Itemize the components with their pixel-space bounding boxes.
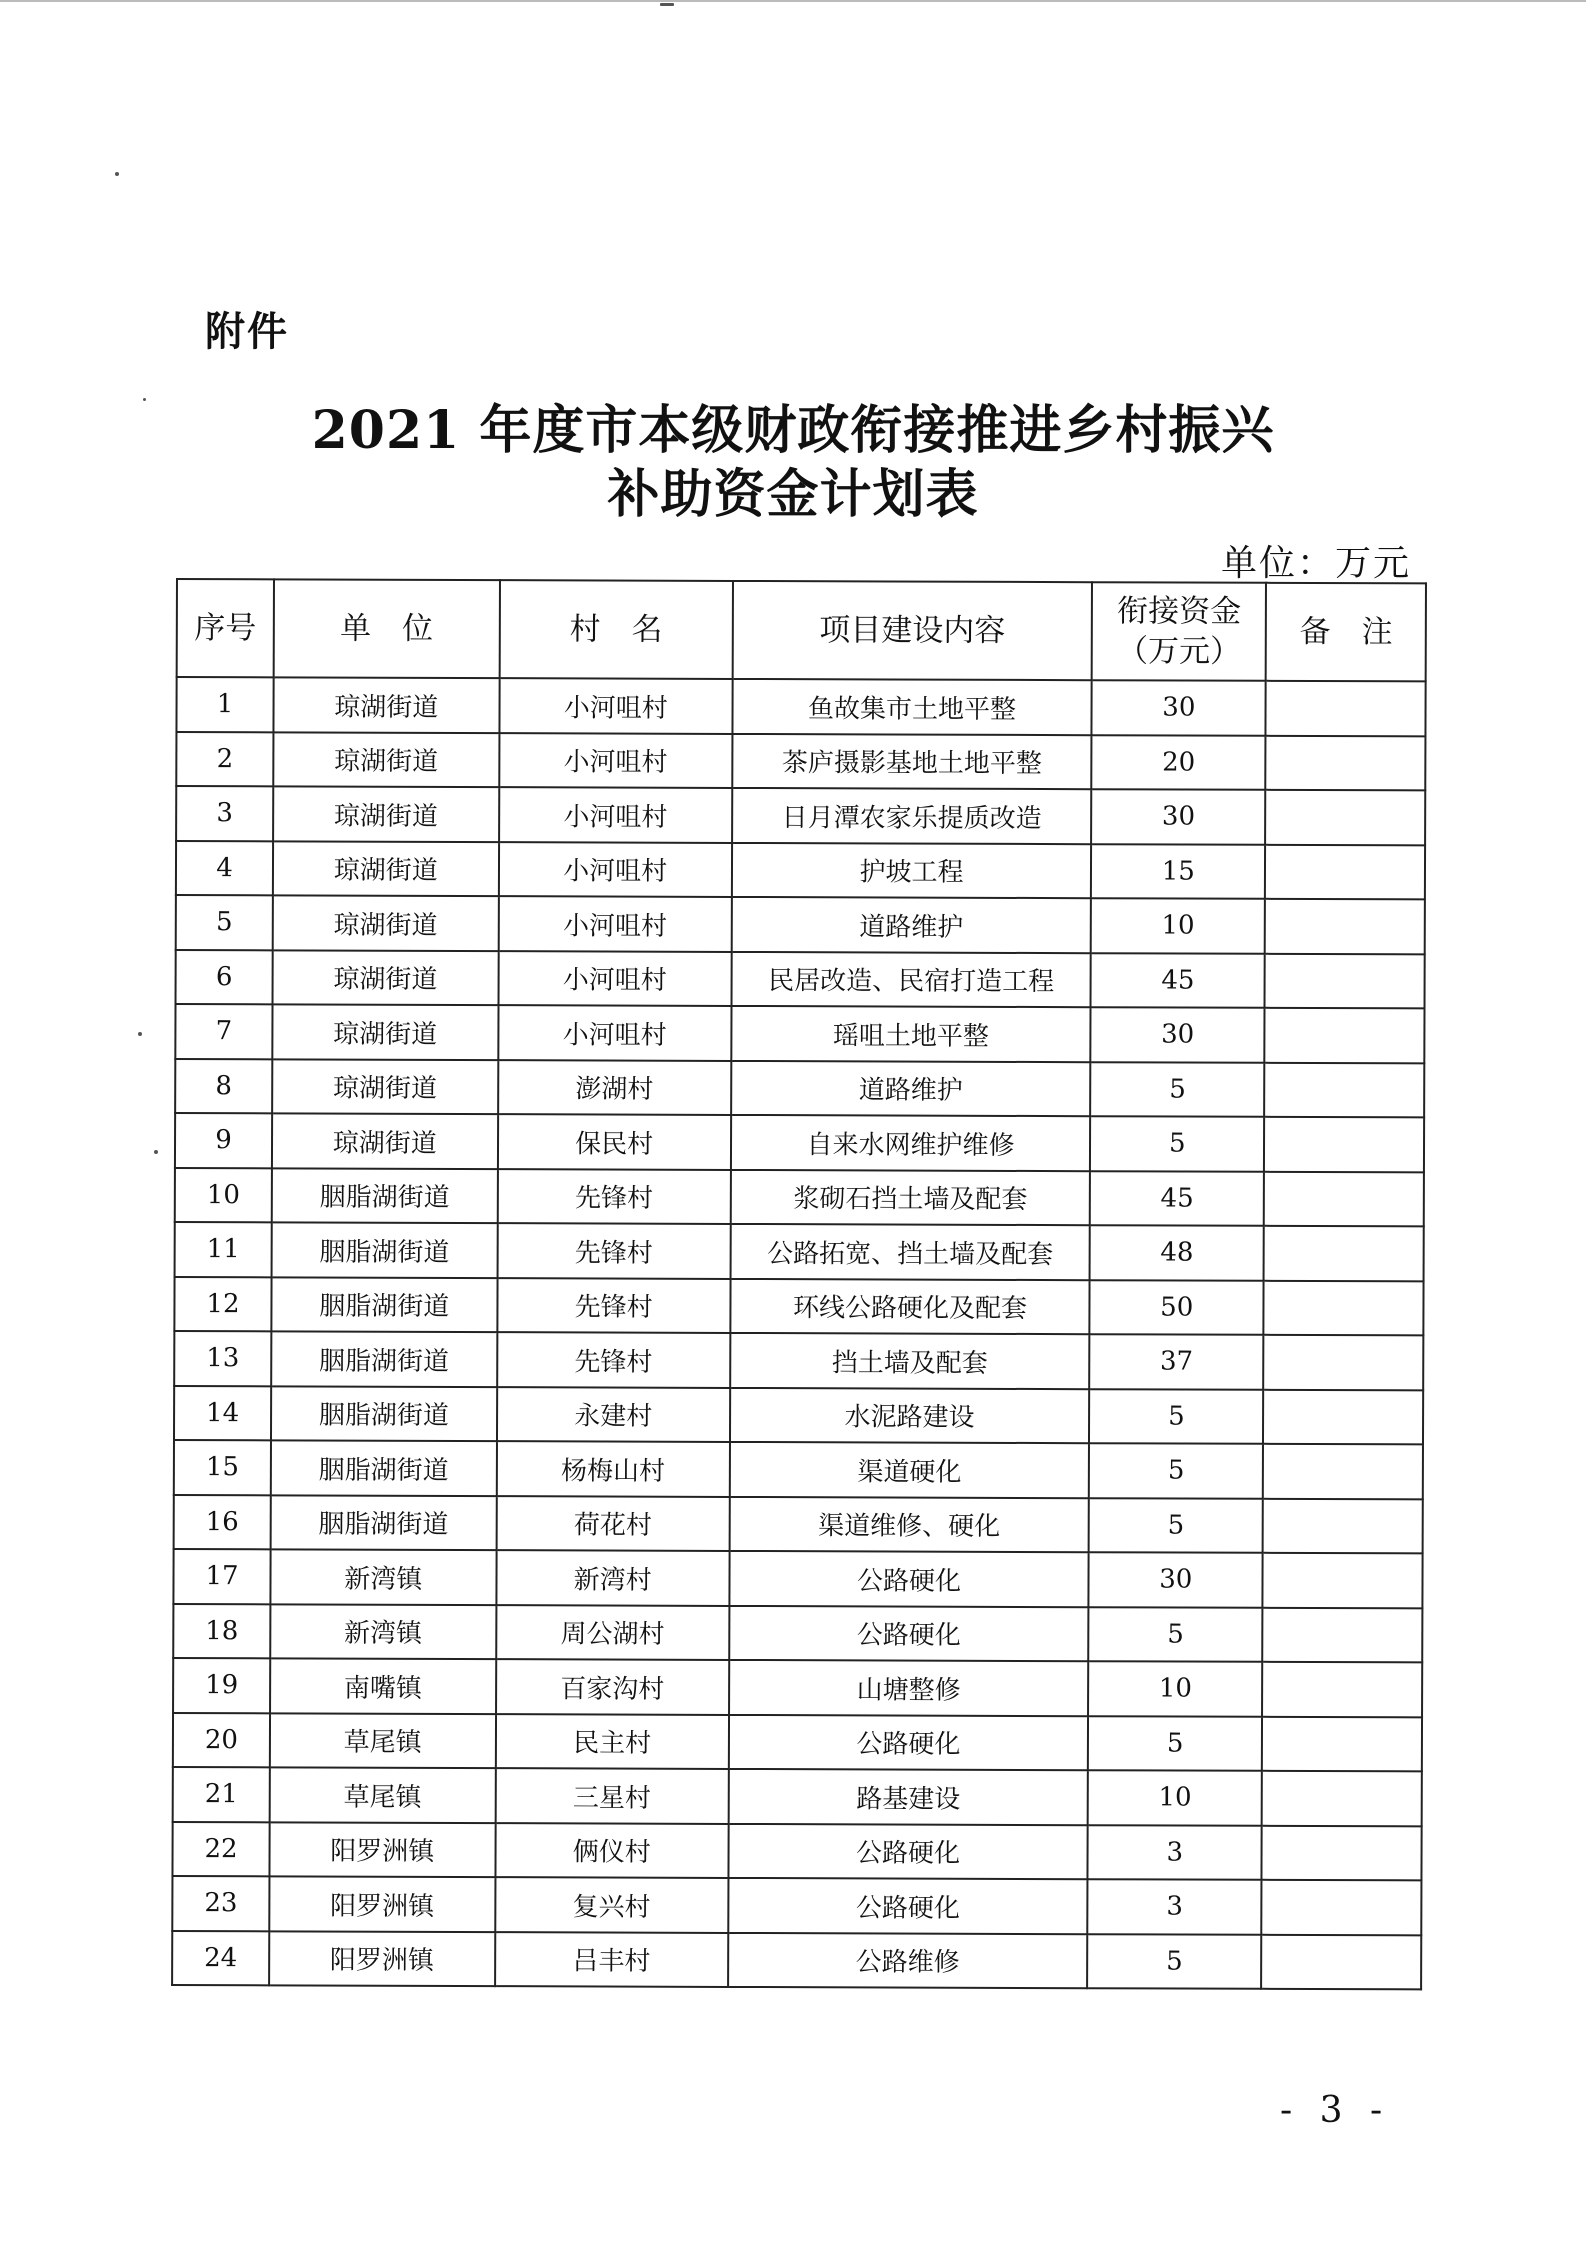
cell-note bbox=[1265, 1008, 1425, 1063]
cell-amount: 5 bbox=[1090, 1062, 1264, 1117]
header-village: 村 名 bbox=[499, 580, 733, 679]
table-body bbox=[172, 677, 1426, 1989]
cell-amount: 45 bbox=[1091, 953, 1265, 1008]
cell-index: 19 bbox=[173, 1658, 270, 1713]
cell-unit: 琼湖街道 bbox=[272, 1059, 498, 1114]
table-row bbox=[174, 1440, 1423, 1499]
page-number: - 3 - bbox=[1280, 2090, 1391, 2131]
cell-amount: 30 bbox=[1091, 789, 1265, 844]
cell-note bbox=[1264, 1280, 1424, 1335]
cell-index: 22 bbox=[172, 1821, 269, 1876]
cell-project: 山塘整修 bbox=[729, 1660, 1088, 1716]
cell-village: 小河咀村 bbox=[498, 896, 732, 951]
cell-village: 澎湖村 bbox=[498, 1060, 732, 1115]
cell-unit: 胭脂湖街道 bbox=[271, 1440, 497, 1495]
header-unit: 单 位 bbox=[274, 579, 500, 678]
cell-amount: 5 bbox=[1089, 1389, 1263, 1444]
cell-unit: 胭脂湖街道 bbox=[271, 1386, 497, 1441]
cell-unit: 胭脂湖街道 bbox=[272, 1222, 498, 1277]
cell-project: 环线公路硬化及配套 bbox=[730, 1278, 1089, 1334]
cell-project: 茶庐摄影基地土地平整 bbox=[732, 733, 1091, 789]
cell-unit: 胭脂湖街道 bbox=[272, 1168, 498, 1223]
cell-amount: 3 bbox=[1087, 1879, 1261, 1934]
cell-unit: 草尾镇 bbox=[270, 1767, 496, 1822]
cell-village: 先锋村 bbox=[497, 1278, 731, 1333]
table-row bbox=[176, 732, 1425, 791]
cell-project: 公路硬化 bbox=[728, 1878, 1087, 1934]
cell-project: 民居改造、民宿打造工程 bbox=[731, 951, 1090, 1007]
cell-unit: 琼湖街道 bbox=[273, 841, 499, 896]
cell-village: 吕丰村 bbox=[495, 1932, 729, 1987]
scan-speck bbox=[115, 172, 119, 176]
cell-index: 1 bbox=[176, 677, 273, 732]
cell-index: 6 bbox=[176, 950, 273, 1005]
cell-project: 公路硬化 bbox=[729, 1551, 1088, 1607]
cell-index: 7 bbox=[175, 1004, 272, 1059]
cell-project: 公路维修 bbox=[728, 1932, 1087, 1988]
cell-note bbox=[1264, 1335, 1424, 1390]
cell-index: 12 bbox=[174, 1276, 271, 1331]
cell-note bbox=[1266, 790, 1426, 845]
cell-note bbox=[1262, 1662, 1422, 1717]
header-note: 备 注 bbox=[1266, 583, 1426, 682]
cell-index: 5 bbox=[176, 895, 273, 950]
cell-amount: 30 bbox=[1092, 680, 1266, 735]
table-row bbox=[172, 1876, 1421, 1935]
cell-amount: 30 bbox=[1089, 1552, 1263, 1607]
cell-note bbox=[1262, 1934, 1422, 1989]
cell-project: 路基建设 bbox=[729, 1769, 1088, 1825]
table-row bbox=[172, 1821, 1421, 1880]
cell-index: 17 bbox=[173, 1549, 270, 1604]
cell-village: 民主村 bbox=[495, 1714, 729, 1769]
cell-project: 瑶咀土地平整 bbox=[731, 1006, 1090, 1062]
cell-village: 小河咀村 bbox=[499, 733, 733, 788]
cell-project: 渠道硬化 bbox=[730, 1442, 1089, 1498]
table-row bbox=[173, 1767, 1422, 1826]
cell-note bbox=[1262, 1771, 1422, 1826]
header-amount-line2: （万元） bbox=[1116, 633, 1242, 670]
cell-village: 先锋村 bbox=[497, 1223, 731, 1278]
table-row bbox=[174, 1494, 1423, 1553]
cell-village: 小河咀村 bbox=[498, 951, 732, 1006]
table-row bbox=[176, 677, 1425, 736]
table-header-row bbox=[177, 579, 1426, 681]
cell-project: 公路硬化 bbox=[729, 1714, 1088, 1770]
cell-village: 先锋村 bbox=[497, 1169, 731, 1224]
cell-village: 三星村 bbox=[495, 1768, 729, 1823]
cell-index: 2 bbox=[176, 732, 273, 787]
cell-project: 水泥路建设 bbox=[730, 1387, 1089, 1443]
cell-unit: 胭脂湖街道 bbox=[271, 1495, 497, 1550]
cell-index: 18 bbox=[173, 1603, 270, 1658]
cell-project: 公路拓宽、挡土墙及配套 bbox=[730, 1224, 1089, 1280]
cell-note bbox=[1265, 953, 1425, 1008]
cell-note bbox=[1263, 1444, 1423, 1499]
table-row bbox=[174, 1276, 1423, 1335]
cell-index: 16 bbox=[174, 1494, 271, 1549]
table-row bbox=[175, 1222, 1424, 1281]
scan-speck bbox=[660, 3, 674, 6]
cell-unit: 阳罗洲镇 bbox=[269, 1931, 495, 1986]
cell-unit: 南嘴镇 bbox=[270, 1658, 496, 1713]
cell-unit: 胭脂湖街道 bbox=[271, 1277, 497, 1332]
cell-index: 23 bbox=[172, 1876, 269, 1931]
cell-unit: 琼湖街道 bbox=[273, 732, 499, 787]
cell-unit: 草尾镇 bbox=[270, 1713, 496, 1768]
cell-unit: 琼湖街道 bbox=[273, 950, 499, 1005]
cell-village: 复兴村 bbox=[495, 1877, 729, 1932]
cell-index: 21 bbox=[173, 1767, 270, 1822]
cell-village: 周公湖村 bbox=[496, 1605, 730, 1660]
cell-village: 小河咀村 bbox=[498, 1005, 732, 1060]
cell-amount: 15 bbox=[1091, 844, 1265, 899]
cell-unit: 新湾镇 bbox=[270, 1604, 496, 1659]
cell-amount: 48 bbox=[1090, 1225, 1264, 1280]
cell-note bbox=[1263, 1607, 1423, 1662]
cell-index: 15 bbox=[174, 1440, 271, 1495]
cell-village: 小河咀村 bbox=[499, 678, 733, 733]
scan-top-edge bbox=[0, 0, 1586, 2]
document-title-line2: 补助资金计划表 bbox=[607, 464, 979, 525]
cell-note bbox=[1266, 681, 1426, 736]
cell-amount: 10 bbox=[1088, 1770, 1262, 1825]
cell-unit: 新湾镇 bbox=[270, 1549, 496, 1604]
document-title-line1: 2021 年度市本级财政衔接推进乡村振兴 bbox=[311, 400, 1275, 461]
unit-label: 单位：万元 bbox=[1220, 543, 1411, 584]
table-row bbox=[176, 895, 1425, 954]
cell-project: 道路维护 bbox=[731, 1060, 1090, 1116]
cell-project: 浆砌石挡土墙及配套 bbox=[731, 1169, 1090, 1225]
cell-amount: 5 bbox=[1088, 1607, 1262, 1662]
cell-amount: 20 bbox=[1091, 735, 1265, 790]
cell-note bbox=[1264, 1226, 1424, 1281]
cell-amount: 10 bbox=[1088, 1661, 1262, 1716]
table-row bbox=[173, 1712, 1422, 1771]
funding-plan-table bbox=[171, 578, 1427, 1990]
cell-village: 先锋村 bbox=[497, 1332, 731, 1387]
cell-unit: 琼湖街道 bbox=[273, 786, 499, 841]
cell-index: 14 bbox=[174, 1385, 271, 1440]
cell-amount: 37 bbox=[1089, 1334, 1263, 1389]
table-row bbox=[173, 1603, 1422, 1662]
cell-project: 渠道维修、硬化 bbox=[729, 1496, 1088, 1552]
cell-index: 3 bbox=[176, 786, 273, 841]
cell-index: 13 bbox=[174, 1331, 271, 1386]
cell-village: 小河咀村 bbox=[499, 787, 733, 842]
cell-project: 公路硬化 bbox=[728, 1823, 1087, 1879]
table-row bbox=[176, 950, 1425, 1009]
cell-unit: 琼湖街道 bbox=[272, 1113, 498, 1168]
cell-project: 道路维护 bbox=[732, 897, 1091, 953]
cell-note bbox=[1262, 1716, 1422, 1771]
cell-village: 俩仪村 bbox=[495, 1823, 729, 1878]
cell-amount: 10 bbox=[1091, 898, 1265, 953]
cell-village: 百家沟村 bbox=[496, 1659, 730, 1714]
cell-amount: 3 bbox=[1088, 1825, 1262, 1880]
cell-project: 日月潭农家乐提质改造 bbox=[732, 788, 1091, 844]
cell-amount: 50 bbox=[1090, 1280, 1264, 1335]
cell-village: 小河咀村 bbox=[498, 842, 732, 897]
header-project: 项目建设内容 bbox=[733, 581, 1093, 680]
cell-unit: 琼湖街道 bbox=[273, 677, 499, 732]
cell-amount: 45 bbox=[1090, 1171, 1264, 1226]
cell-index: 11 bbox=[175, 1222, 272, 1277]
cell-note bbox=[1265, 1062, 1425, 1117]
table-row bbox=[174, 1331, 1423, 1390]
cell-amount: 5 bbox=[1089, 1498, 1263, 1553]
scan-speck bbox=[138, 1032, 142, 1036]
cell-note bbox=[1266, 735, 1426, 790]
cell-project: 公路硬化 bbox=[729, 1605, 1088, 1661]
scan-speck bbox=[154, 1150, 158, 1154]
cell-village: 新湾村 bbox=[496, 1550, 730, 1605]
cell-amount: 5 bbox=[1087, 1934, 1261, 1989]
cell-index: 8 bbox=[175, 1059, 272, 1114]
cell-project: 鱼故集市土地平整 bbox=[732, 679, 1091, 735]
cell-index: 4 bbox=[176, 841, 273, 896]
cell-amount: 5 bbox=[1089, 1443, 1263, 1498]
table-row bbox=[172, 1930, 1421, 1989]
cell-amount: 30 bbox=[1090, 1007, 1264, 1062]
table-row bbox=[176, 786, 1425, 845]
table-row bbox=[173, 1549, 1422, 1608]
cell-unit: 胭脂湖街道 bbox=[271, 1331, 497, 1386]
cell-note bbox=[1264, 1171, 1424, 1226]
cell-note bbox=[1265, 844, 1425, 899]
table-row bbox=[175, 1113, 1424, 1172]
table-row bbox=[173, 1658, 1422, 1717]
cell-note bbox=[1262, 1825, 1422, 1880]
cell-village: 保民村 bbox=[497, 1114, 731, 1169]
cell-index: 10 bbox=[175, 1167, 272, 1222]
cell-index: 9 bbox=[175, 1113, 272, 1168]
table-row bbox=[176, 841, 1425, 900]
table-row bbox=[174, 1385, 1423, 1444]
cell-index: 24 bbox=[172, 1930, 269, 1985]
table-row bbox=[175, 1004, 1424, 1063]
cell-note bbox=[1263, 1498, 1423, 1553]
cell-project: 挡土墙及配套 bbox=[730, 1333, 1089, 1389]
cell-amount: 5 bbox=[1090, 1116, 1264, 1171]
cell-note bbox=[1264, 1117, 1424, 1172]
cell-village: 永建村 bbox=[497, 1387, 731, 1442]
header-amount-line1: 衔接资金 bbox=[1117, 593, 1242, 630]
cell-project: 自来水网维护维修 bbox=[731, 1115, 1090, 1171]
cell-unit: 阳罗洲镇 bbox=[269, 1822, 495, 1877]
cell-unit: 阳罗洲镇 bbox=[269, 1876, 495, 1931]
table-row bbox=[175, 1059, 1424, 1118]
cell-unit: 琼湖街道 bbox=[273, 895, 499, 950]
cell-note bbox=[1263, 1553, 1423, 1608]
cell-village: 杨梅山村 bbox=[496, 1441, 730, 1496]
cell-project: 护坡工程 bbox=[732, 842, 1091, 898]
cell-index: 20 bbox=[173, 1712, 270, 1767]
cell-unit: 琼湖街道 bbox=[272, 1004, 498, 1059]
cell-note bbox=[1265, 899, 1425, 954]
header-index: 序号 bbox=[177, 579, 274, 677]
table-row bbox=[175, 1167, 1424, 1226]
cell-note bbox=[1262, 1880, 1422, 1935]
attachment-label: 附件 bbox=[205, 309, 289, 355]
cell-note bbox=[1263, 1389, 1423, 1444]
header-amount bbox=[1092, 582, 1267, 681]
cell-village: 荷花村 bbox=[496, 1496, 730, 1551]
cell-amount: 5 bbox=[1088, 1716, 1262, 1771]
